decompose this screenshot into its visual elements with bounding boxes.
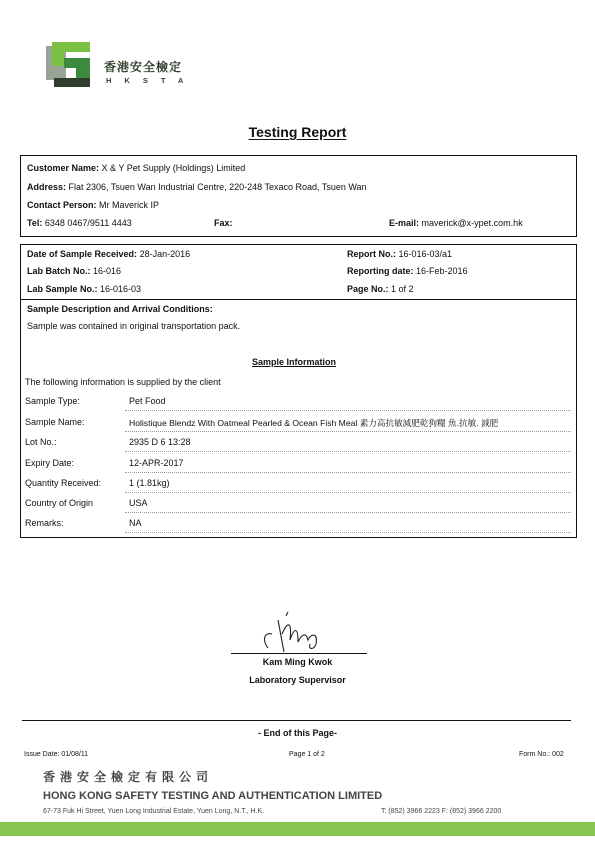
row-divider bbox=[125, 410, 571, 411]
quantity-value: 1 (1.81kg) bbox=[129, 478, 170, 488]
sample-name-label: Sample Name: bbox=[25, 417, 85, 427]
issue-date: Issue Date: 01/08/11 bbox=[24, 751, 89, 758]
remarks-label: Remarks: bbox=[25, 518, 64, 528]
contact-row: Contact Person: Mr Maverick IP bbox=[27, 200, 160, 210]
row-divider bbox=[125, 451, 571, 452]
date-received-row: Date of Sample Received: 28-Jan-2016 bbox=[27, 249, 191, 259]
lab-sample-row: Lab Sample No.: 16-016-03 bbox=[27, 284, 142, 294]
sample-type-value: Pet Food bbox=[129, 396, 166, 406]
company-phone-fax: T: (852) 3966 2223 F: (852) 3966 2200 bbox=[381, 808, 502, 815]
sample-information-heading: Sample Information bbox=[252, 357, 337, 367]
fax-row: Fax: bbox=[214, 218, 233, 228]
logo-chinese-name: 香港安全檢定 bbox=[104, 60, 183, 74]
footer-accent-bar bbox=[0, 822, 595, 836]
handwritten-signature bbox=[228, 610, 368, 658]
quantity-label: Quantity Received: bbox=[25, 478, 102, 488]
form-number: Form No.: 002 bbox=[519, 751, 564, 758]
company-english-name: HONG KONG SAFETY TESTING AND AUTHENTICATION LIMITED bbox=[43, 790, 383, 802]
tel-row: Tel: 6348 0467/9511 4443 bbox=[27, 218, 132, 228]
row-divider bbox=[125, 512, 571, 513]
row-divider bbox=[125, 532, 571, 533]
customer-name-row: Customer Name: X & Y Pet Supply (Holdings) Limited bbox=[27, 163, 246, 173]
sample-name-value: Holistique Blendz With Oatmeal Pearled & Ocean Fish Meal 素力高抗敏減肥乾狗糧 魚.抗敏. 減肥 bbox=[129, 418, 499, 428]
end-of-page-text: - End of this Page- bbox=[257, 728, 337, 738]
remarks-value: NA bbox=[129, 518, 142, 528]
company-chinese-name: 香港安全檢定有限公司 bbox=[43, 770, 214, 784]
row-divider bbox=[125, 431, 571, 432]
country-label: Country of Origin bbox=[25, 498, 94, 508]
signature-line bbox=[231, 653, 367, 654]
expiry-date-label: Expiry Date: bbox=[25, 458, 75, 468]
signatory-name: Kam Ming Kwok bbox=[262, 657, 333, 667]
lot-no-label: Lot No.: bbox=[25, 437, 57, 447]
signatory-title: Laboratory Supervisor bbox=[249, 675, 346, 685]
address-row: Address: Flat 2306, Tsuen Wan Industrial Centre, 220-248 Texaco Road, Tsuen Wan bbox=[27, 182, 367, 192]
report-title: Testing Report bbox=[248, 124, 347, 140]
end-divider bbox=[22, 720, 571, 721]
lot-no-value: 2935 D 6 13:28 bbox=[129, 437, 191, 447]
email-row: E-mail: maverick@x-ypet.com.hk bbox=[389, 218, 523, 228]
company-address: 67-73 Fuk Hi Street, Yuen Long Industrial Estate, Yuen Long, N.T., H.K. bbox=[43, 808, 265, 815]
section-divider bbox=[20, 299, 577, 300]
row-divider bbox=[125, 492, 571, 493]
client-supplied-note: The following information is supplied by the client bbox=[25, 377, 221, 387]
report-no-row: Report No.: 16-016-03/a1 bbox=[347, 249, 453, 259]
sample-type-label: Sample Type: bbox=[25, 396, 80, 406]
row-divider bbox=[125, 472, 571, 473]
description-text: Sample was contained in original transportation pack. bbox=[27, 321, 241, 331]
reporting-date-row: Reporting date: 16-Feb-2016 bbox=[347, 266, 468, 276]
hksta-logo-icon bbox=[46, 42, 96, 88]
page-no-row: Page No.: 1 of 2 bbox=[347, 284, 414, 294]
description-heading: Sample Description and Arrival Conditions: bbox=[27, 304, 213, 314]
lab-batch-row: Lab Batch No.: 16-016 bbox=[27, 266, 122, 276]
expiry-date-value: 12-APR-2017 bbox=[129, 458, 184, 468]
footer-page-number: Page 1 of 2 bbox=[289, 751, 325, 758]
company-logo bbox=[46, 42, 206, 92]
country-value: USA bbox=[129, 498, 148, 508]
logo-english-name: HKSTA bbox=[106, 76, 197, 85]
